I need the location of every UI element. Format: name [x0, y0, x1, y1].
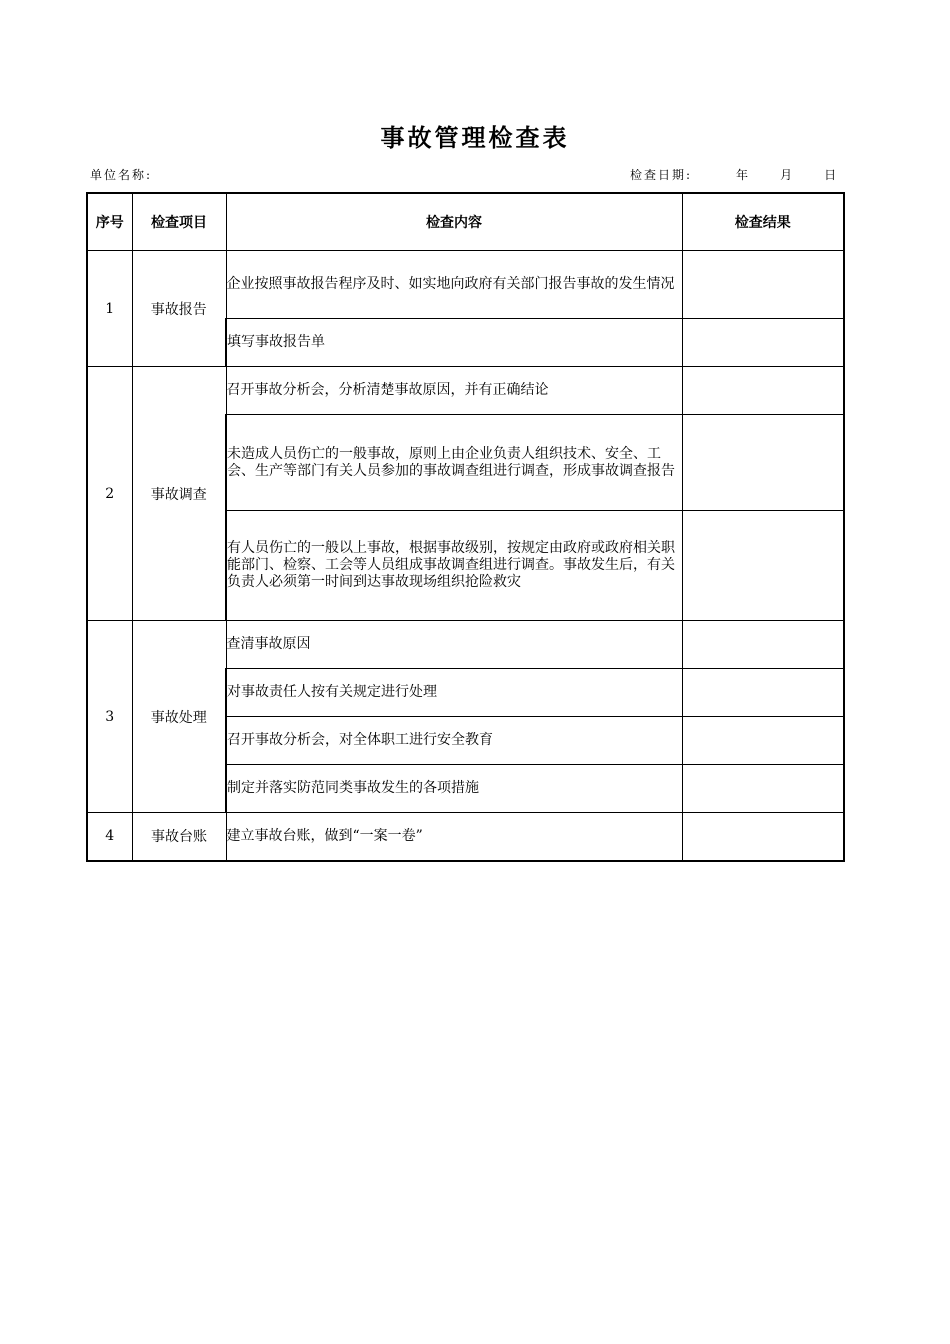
date-day-label: 日	[824, 168, 839, 182]
content-cell: 建立事故台账，做到“一案一卷”	[226, 813, 682, 861]
content-cell: 有人员伤亡的一般以上事故，根据事故级别，按规定由政府或政府相关职能部门、检察、工会等人员组成事故调查组进行调查。事故发生后，有关负责人必须第一时间到达事故现场组织抢险救灾	[226, 511, 682, 621]
inspection-date	[630, 166, 838, 183]
result-cell[interactable]	[682, 717, 844, 765]
table-row	[87, 621, 844, 669]
inspection-table	[86, 192, 845, 862]
unit-name-label: 单位名称:	[90, 168, 153, 182]
date-month-label: 月	[780, 168, 795, 182]
result-cell[interactable]	[682, 669, 844, 717]
result-cell[interactable]	[682, 367, 844, 415]
content-cell: 召开事故分析会，分析清楚事故原因，并有正确结论	[226, 367, 682, 415]
header-row	[87, 193, 844, 251]
result-cell[interactable]	[682, 251, 844, 319]
category-cell: 事故台账	[132, 813, 226, 861]
date-year-label: 年	[736, 168, 751, 182]
seq-cell: 2	[87, 367, 132, 621]
table-row	[87, 813, 844, 861]
table-row	[87, 251, 844, 319]
result-cell[interactable]	[682, 415, 844, 511]
category-cell: 事故处理	[132, 621, 226, 813]
result-cell[interactable]	[682, 621, 844, 669]
content-cell: 企业按照事故报告程序及时、如实地向政府有关部门报告事故的发生情况	[226, 251, 682, 319]
inspection-date-label: 检查日期:	[630, 168, 693, 182]
result-cell[interactable]	[682, 511, 844, 621]
seq-cell: 3	[87, 621, 132, 813]
category-cell: 事故调查	[132, 367, 226, 621]
content-cell: 制定并落实防范同类事故发生的各项措施	[226, 765, 682, 813]
header-item: 检查项目	[132, 193, 226, 251]
header-seq: 序号	[87, 193, 132, 251]
header-content: 检查内容	[226, 193, 682, 251]
document-title: 事故管理检查表	[380, 123, 570, 152]
content-cell: 召开事故分析会，对全体职工进行安全教育	[226, 717, 682, 765]
header-result: 检查结果	[682, 193, 844, 251]
table-row	[87, 367, 844, 415]
result-cell[interactable]	[682, 765, 844, 813]
content-cell: 查清事故原因	[226, 621, 682, 669]
seq-cell: 4	[87, 813, 132, 861]
content-cell: 对事故责任人按有关规定进行处理	[226, 669, 682, 717]
result-cell[interactable]	[682, 319, 844, 367]
content-cell: 填写事故报告单	[226, 319, 682, 367]
content-cell: 未造成人员伤亡的一般事故，原则上由企业负责人组织技术、安全、工会、生产等部门有关人员参加的事故调查组进行调查，形成事故调查报告	[226, 415, 682, 511]
seq-cell: 1	[87, 251, 132, 367]
category-cell: 事故报告	[132, 251, 226, 367]
result-cell[interactable]	[682, 813, 844, 861]
